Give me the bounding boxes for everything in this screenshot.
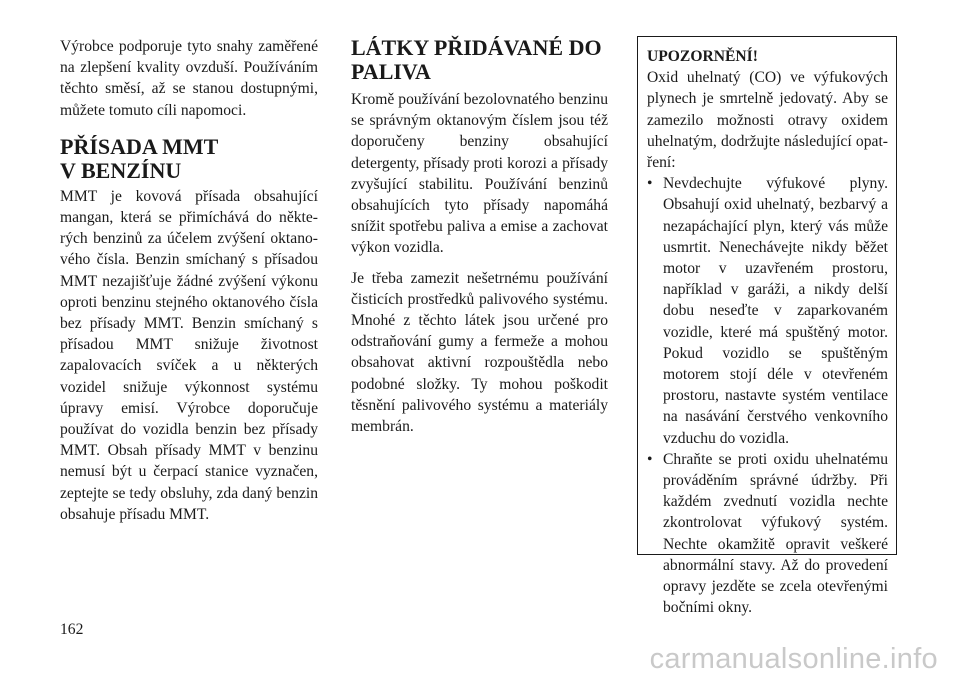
mmt-heading-line1: PŘÍSADA MMT <box>60 133 219 159</box>
warning-item-text: Chraňte se proti oxidu uhelnatému prováděním správné údržby. Při každém zvednutí vozidla nechte zkontrolovat výfukový systém. Nechte okamžitě opravit veškeré abnormální stavy. Až do provedení opravy jezděte se zcela otevřenými bočními okny. <box>663 450 888 617</box>
middle-column <box>351 36 608 437</box>
fuel-additives-paragraph-2: Je třeba zamezit nešetrnému používání čisticích prostředků palivového systému. Mnohé z těchto látek jsou určené pro odstraňování gumy a fermeže a mohou obsahovat aktivní rozpouštědla nebo podobné složky. Ty mohou poškodit těsnění palivového systému a materiály membrán. <box>351 269 608 436</box>
warning-item-text: Nevdechujte výfukové plyny. Obsahují oxid uhelnatý, bezbarvý a nezapáchající plyn, který vás může usmrtit. Nenechávejte nikdy běžet motor v uzavřeném prostoru, například v garáži, a nikdy delší dobu neseďte v zaparkovaném vozidle, které má spuštěný motor. Pokud vozidlo se spuštěným motorem stojí déle v otevřeném prostoru, nastavte systém ventilace na nasávání čerstvého venkovního vzduchu do vozidla. <box>663 175 888 447</box>
bullet-icon: • <box>647 175 653 193</box>
page-number: 162 <box>60 621 84 638</box>
fuel-additives-heading <box>351 36 608 84</box>
warning-list-item <box>647 449 888 619</box>
mmt-paragraph: MMT je kovová přísada obsahující mangan, která se přimíchává do některých benzinů za účelem zvýšení oktanového čísla. Benzin smíchaný s přísadou MMT nezajišťuje žádné zvýšení výkonu oproti benzinu stejného oktanového čísla bez přísady MMT. Benzin smíchaný s přísadou MMT snižuje životnost zapalovacích svíček a u některých vozidel snižuje výkonnost systému úpravy emisí. Výrobce doporučuje používat do vozidla benzin bez přísady MMT. Obsah přísady MMT v benzinu nemusí být u čerpací stanice vyznačen, zeptejte se tedy obsluhy, zda daný benzin obsahuje přísadu MMT. <box>60 187 318 523</box>
warning-intro: Oxid uhelnatý (CO) ve výfukových plynech je smrtelně jedovatý. Aby se zamezilo možnosti otravy oxidem uhelnatým, dodržujte následující opatření: <box>647 69 888 172</box>
mmt-heading <box>60 135 318 183</box>
fuel-additives-heading-line1: LÁTKY PŘIDÁVANÉ DO <box>351 35 602 60</box>
mmt-heading-line2: V BENZÍNU <box>60 157 182 183</box>
intro-paragraph: Výrobce podporuje tyto snahy zaměřené na zlepšení kvality ovzduší. Používáním těchto směsí, až se stanou dostupnými, můžete tomuto cíli napomoci. <box>60 38 318 119</box>
warning-box <box>637 36 897 617</box>
fuel-additives-paragraph-1: Kromě používání bezolovnatého benzinu se správným oktanovým číslem jsou též doporučeny benziny obsahující detergenty, přísady proti korozi a přísady zvyšující stabilitu. Používání benzinů obsahujících tyto přísady napomáhá snížit spotřebu paliva a emise a zachovat výkon vozidla. <box>351 91 608 257</box>
warning-title: UPOZORNĚNÍ! <box>647 48 758 65</box>
bullet-icon: • <box>647 450 653 468</box>
warning-list-item <box>647 173 888 449</box>
watermark-logo: carmanualsonline.info <box>649 643 938 675</box>
warning-list <box>647 173 888 618</box>
fuel-additives-heading-line2: PALIVA <box>351 59 431 84</box>
left-column <box>60 36 318 525</box>
